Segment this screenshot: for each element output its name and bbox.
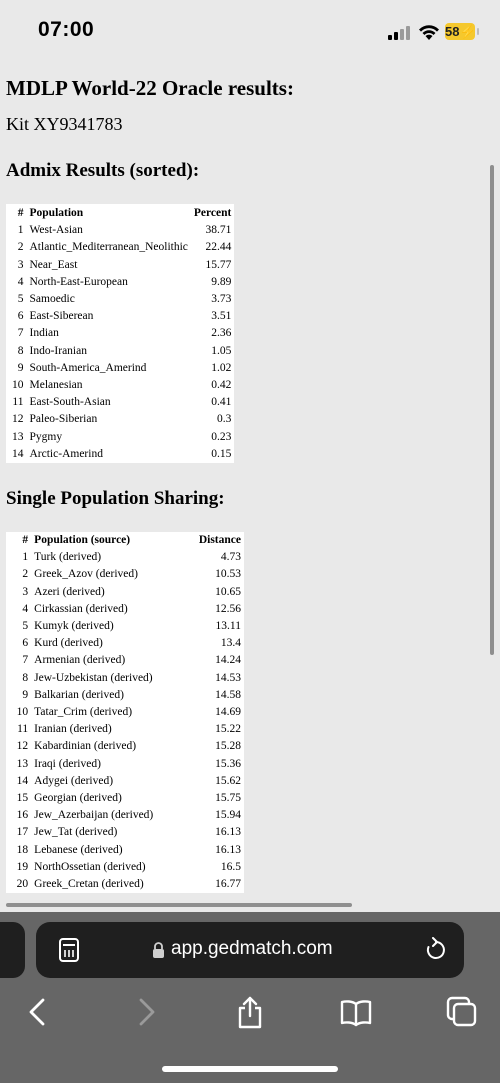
single-value: 14.53: [215, 671, 241, 684]
single-population: Cirkassian (derived): [34, 602, 128, 615]
single-index: 11: [17, 723, 29, 736]
single-population: Lebanese (derived): [34, 843, 123, 856]
admix-row: [6, 377, 234, 394]
single-population: Kabardinian (derived): [34, 740, 137, 753]
admix-population: Paleo-Siberian: [29, 413, 98, 426]
page-title: MDLP World-22 Oracle results:: [6, 76, 294, 100]
admix-row: [6, 325, 234, 342]
admix-value: 15.77: [205, 258, 232, 271]
admix-row: [6, 274, 234, 291]
single-population: Jew-Uzbekistan (derived): [34, 671, 153, 684]
admix-rows: [6, 222, 234, 463]
single-index: 12: [16, 740, 29, 753]
single-rows: [6, 549, 244, 893]
single-header-row: [6, 532, 244, 549]
single-value: 15.22: [215, 723, 241, 736]
single-population: Balkarian (derived): [34, 688, 124, 701]
admix-value: 3.51: [211, 310, 232, 323]
admix-index: 5: [17, 293, 24, 306]
battery-indicator: 58⚡: [445, 24, 476, 39]
admix-value: 0.42: [211, 379, 232, 392]
admix-value: 3.73: [211, 293, 232, 306]
single-value: 14.69: [215, 706, 241, 719]
back-icon[interactable]: [20, 994, 56, 1030]
single-index: 15: [16, 792, 29, 805]
lock-icon: [152, 942, 165, 958]
reload-icon[interactable]: [424, 937, 448, 963]
single-population: Greek_Azov (derived): [34, 568, 138, 581]
admix-value: 0.23: [211, 430, 232, 443]
single-row: [6, 876, 244, 893]
single-index: 2: [22, 568, 29, 581]
admix-index: 4: [17, 275, 24, 288]
admix-row: [6, 411, 234, 428]
single-population: Kumyk (derived): [34, 620, 114, 633]
admix-row: [6, 222, 234, 239]
single-row: [6, 738, 244, 755]
single-population: Adygei (derived): [34, 774, 114, 787]
admix-row: [6, 394, 234, 411]
single-col-index: #: [22, 534, 29, 546]
single-value: 13.11: [215, 620, 241, 633]
single-population: Azeri (derived): [34, 585, 105, 598]
single-value: 16.13: [215, 843, 241, 856]
reader-icon[interactable]: [58, 937, 80, 963]
single-value: 10.53: [215, 568, 241, 581]
horizontal-scrollbar[interactable]: [6, 903, 352, 907]
admix-heading: Admix Results (sorted):: [6, 160, 200, 181]
single-index: 10: [16, 706, 29, 719]
admix-value: 0.3: [216, 413, 232, 426]
single-index: 18: [16, 843, 29, 856]
single-index: 6: [22, 637, 29, 650]
admix-population: West-Asian: [29, 224, 83, 237]
signal-icon: [388, 26, 412, 40]
single-value: 15.62: [215, 774, 241, 787]
tabs-icon[interactable]: [444, 994, 480, 1030]
admix-population: South-America_Amerind: [29, 361, 147, 374]
single-heading: Single Population Sharing:: [6, 488, 225, 509]
admix-index: 6: [17, 310, 24, 323]
single-population: Tatar_Crim (derived): [34, 706, 133, 719]
single-row: [6, 687, 244, 704]
admix-index: 14: [12, 447, 24, 460]
single-row: [6, 601, 244, 618]
kit-number: Kit XY9341783: [6, 114, 123, 134]
admix-index: 12: [12, 413, 24, 426]
single-value: 14.58: [215, 688, 241, 701]
admix-value: 1.05: [211, 344, 232, 357]
url-text[interactable]: app.gedmatch.com: [171, 938, 333, 959]
browser-toolbar: [0, 912, 500, 1083]
admix-value: 1.02: [211, 361, 232, 374]
admix-index: 2: [17, 241, 24, 254]
admix-index: 9: [17, 361, 24, 374]
admix-value: 38.71: [205, 224, 232, 237]
single-index: 17: [16, 826, 29, 839]
forward-icon[interactable]: [128, 994, 164, 1030]
single-index: 5: [22, 620, 29, 633]
admix-index: 3: [17, 258, 24, 271]
single-index: 14: [16, 774, 29, 787]
single-value: 15.36: [215, 757, 241, 770]
admix-value: 2.36: [211, 327, 232, 340]
single-value: 12.56: [215, 602, 241, 615]
admix-population: Melanesian: [29, 379, 83, 392]
admix-index: 13: [12, 430, 24, 443]
admix-row: [6, 343, 234, 360]
single-index: 1: [22, 551, 29, 564]
single-index: 19: [16, 860, 29, 873]
single-row: [6, 652, 244, 669]
single-index: 4: [22, 602, 29, 615]
admix-index: 10: [12, 379, 24, 392]
single-row: [6, 618, 244, 635]
admix-row: [6, 360, 234, 377]
single-row: [6, 566, 244, 583]
single-population: Iraqi (derived): [34, 757, 101, 770]
single-row: [6, 635, 244, 652]
single-col-population: Population (source): [34, 534, 131, 546]
admix-row: [6, 257, 234, 274]
single-population: Jew_Azerbaijan (derived): [34, 809, 154, 822]
admix-row: [6, 291, 234, 308]
status-time: 07:00: [38, 18, 95, 41]
admix-row: [6, 308, 234, 325]
single-value: 4.73: [220, 551, 241, 564]
battery-level: 58: [445, 24, 460, 39]
single-population: Greek_Cretan (derived): [34, 878, 144, 891]
admix-value: 0.15: [211, 447, 232, 460]
wifi-icon: [417, 23, 441, 41]
single-value: 15.94: [215, 809, 241, 822]
single-index: 7: [22, 654, 29, 667]
single-row: [6, 807, 244, 824]
single-value: 15.28: [215, 740, 241, 753]
single-index: 8: [22, 671, 29, 684]
single-row: [6, 549, 244, 566]
single-value: 14.24: [215, 654, 241, 667]
admix-col-percent: Percent: [193, 207, 232, 219]
admix-population: Indo-Iranian: [29, 344, 87, 357]
single-row: [6, 790, 244, 807]
single-value: 16.77: [215, 878, 241, 891]
admix-population: North-East-European: [29, 275, 128, 288]
admix-index: 1: [17, 224, 24, 237]
single-population: Kurd (derived): [34, 637, 103, 650]
single-table: [6, 532, 244, 893]
admix-index: 8: [17, 344, 24, 357]
admix-value: 22.44: [205, 241, 232, 254]
admix-population: Indian: [29, 327, 59, 340]
admix-population: East-South-Asian: [29, 396, 111, 409]
single-index: 13: [16, 757, 29, 770]
single-population: Georgian (derived): [34, 792, 122, 805]
single-index: 20: [16, 878, 29, 891]
admix-row: [6, 429, 234, 446]
single-population: Jew_Tat (derived): [34, 826, 118, 839]
single-value: 16.5: [220, 860, 241, 873]
status-bar: [0, 0, 500, 62]
single-row: [6, 842, 244, 859]
admix-header-row: [6, 204, 234, 222]
single-row: [6, 704, 244, 721]
admix-row: [6, 446, 234, 463]
single-value: 13.4: [220, 637, 241, 650]
admix-value: 0.41: [211, 396, 232, 409]
admix-row: [6, 239, 234, 256]
admix-table: [6, 204, 234, 463]
single-row: [6, 670, 244, 687]
single-population: Turk (derived): [34, 551, 102, 564]
previous-tab-preview[interactable]: [0, 922, 25, 978]
admix-population: Atlantic_Mediterranean_Neolithic: [29, 241, 188, 254]
admix-value: 9.89: [211, 275, 232, 288]
single-index: 3: [22, 585, 29, 598]
address-bar[interactable]: [36, 922, 464, 978]
admix-index: 11: [12, 396, 24, 409]
single-population: Iranian (derived): [34, 723, 112, 736]
single-value: 10.65: [215, 585, 241, 598]
admix-population: Samoedic: [29, 293, 75, 306]
single-row: [6, 756, 244, 773]
single-col-distance: Distance: [198, 534, 241, 546]
vertical-scrollbar[interactable]: [490, 165, 494, 655]
single-index: 9: [22, 688, 29, 701]
single-row: [6, 584, 244, 601]
admix-population: Pygmy: [29, 430, 63, 443]
single-row: [6, 859, 244, 876]
single-population: NorthOssetian (derived): [34, 860, 146, 873]
admix-population: East-Siberean: [29, 310, 94, 323]
admix-population: Arctic-Amerind: [29, 447, 103, 460]
admix-col-population: Population: [29, 207, 84, 219]
share-icon[interactable]: [232, 994, 268, 1030]
single-value: 16.13: [215, 826, 241, 839]
admix-col-index: #: [17, 207, 24, 219]
single-row: [6, 773, 244, 790]
admix-population: Near_East: [29, 258, 78, 271]
single-index: 16: [16, 809, 29, 822]
admix-index: 7: [17, 327, 24, 340]
bookmarks-icon[interactable]: [338, 994, 374, 1030]
single-row: [6, 824, 244, 841]
home-indicator[interactable]: [162, 1066, 338, 1072]
single-row: [6, 721, 244, 738]
single-value: 15.75: [215, 792, 241, 805]
single-population: Armenian (derived): [34, 654, 126, 667]
